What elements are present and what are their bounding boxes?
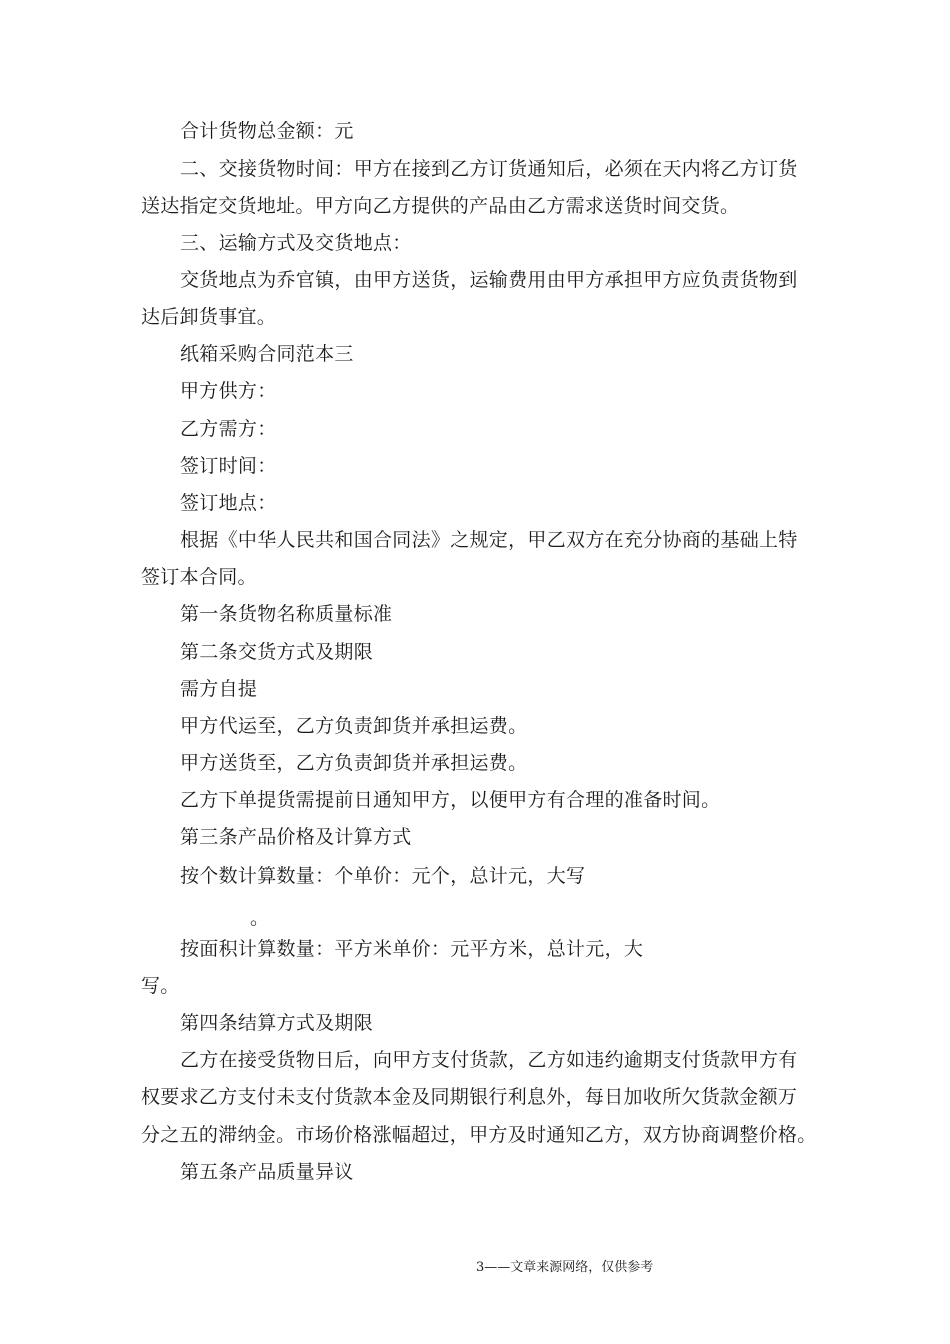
text-line: 分之五的滞纳金。市场价格涨幅超过，甲方及时通知乙方，双方协商调整价格。 (141, 1124, 817, 1146)
text-line: 甲方供方： (180, 380, 277, 402)
text-line: 二、交接货物时间：甲方在接到乙方订货通知后，必须在天内将乙方订货 (180, 158, 798, 180)
text-line: 送达指定交货地址。甲方向乙方提供的产品由乙方需求送货时间交货。 (141, 195, 740, 217)
text-line: 第四条结算方式及期限 (180, 1012, 374, 1034)
text-line: 甲方送货至，乙方负责卸货并承担运费。 (180, 752, 528, 774)
text-line: 达后卸货事宜。 (141, 306, 277, 328)
text-line: 交货地点为乔官镇，由甲方送货，运输费用由甲方承担甲方应负责货物到 (180, 269, 798, 291)
text-line: 写。 (141, 975, 180, 997)
text-line: 合计货物总金额：元 (180, 120, 354, 142)
page-footer: 3——文章来源网络，仅供参考 (476, 1260, 654, 1275)
text-line: 三、运输方式及交货地点： (180, 232, 412, 254)
text-line: 。 (250, 907, 270, 929)
text-line: 第一条货物名称质量标准 (180, 603, 393, 625)
text-line: 甲方代运至，乙方负责卸货并承担运费。 (180, 715, 528, 737)
text-line: 权要求乙方支付未支付货款本金及同期银行利息外，每日加收所欠货款金额万 (141, 1086, 798, 1108)
text-line: 需方自提 (180, 678, 258, 700)
text-line: 按面积计算数量：平方米单价：元平方米，总计元，大 (180, 938, 644, 960)
text-line: 签订本合同。 (141, 566, 257, 588)
text-line: 第三条产品价格及计算方式 (180, 826, 412, 848)
text-line: 乙方下单提货需提前日通知甲方，以便甲方有合理的准备时间。 (180, 789, 721, 811)
text-line: 签订地点： (180, 492, 277, 514)
text-line: 第五条产品质量异议 (180, 1161, 354, 1183)
text-line: 根据《中华人民共和国合同法》之规定，甲乙双方在充分协商的基础上特 (180, 529, 798, 551)
text-line: 乙方在接受货物日后，向甲方支付货款，乙方如违约逾期支付货款甲方有 (180, 1049, 798, 1071)
text-line: 乙方需方： (180, 418, 277, 440)
text-line: 签订时间： (180, 455, 277, 477)
text-line: 按个数计算数量：个单价：元个，总计元，大写 (180, 865, 586, 887)
text-line: 纸箱采购合同范本三 (180, 343, 354, 365)
text-line: 第二条交货方式及期限 (180, 641, 374, 663)
